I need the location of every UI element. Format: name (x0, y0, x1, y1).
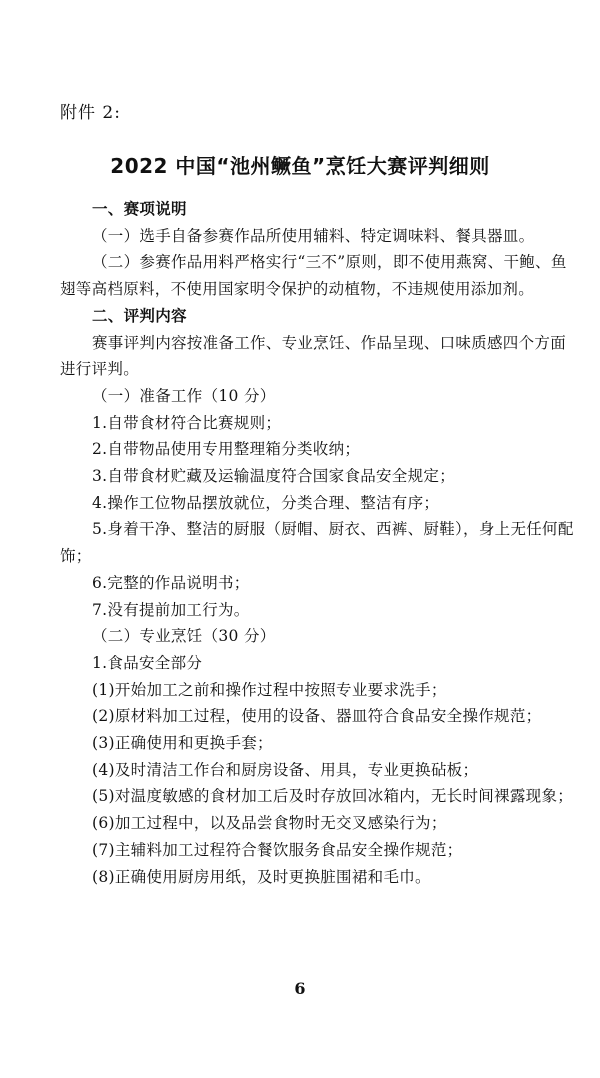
section-heading: 二、评判内容 (92, 306, 187, 325)
document-body (60, 196, 580, 890)
list-item: 6.完整的作品说明书； (92, 573, 250, 592)
list-item: 2.自带物品使用专用整理箱分类收纳； (92, 440, 361, 459)
list-item: (7)主辅料加工过程符合餐饮服务食品安全操作规范； (92, 840, 463, 859)
list-item: (4)及时清洁工作台和厨房设备、用具，专业更换砧板； (92, 760, 479, 779)
list-item: 4.操作工位物品摆放就位，分类合理、整洁有序； (92, 493, 440, 512)
list-item: 1.自带食材符合比赛规则； (92, 413, 282, 432)
paragraph: （一）选手自备参赛作品所使用辅料、特定调味料、餐具器皿。 (92, 226, 535, 245)
page-number: 6 (294, 979, 306, 998)
list-item: 5.身着干净、整洁的厨服（厨帽、厨衣、西裤、厨鞋），身上无任何配饰； (60, 520, 574, 566)
annex-label: 附件 2: (60, 103, 121, 123)
list-item: (3)正确使用和更换手套； (92, 734, 273, 753)
list-item: (2)原材料加工过程，使用的设备、器皿符合食品安全操作规范； (92, 707, 542, 726)
list-item: 7.没有提前加工行为。 (92, 600, 250, 619)
paragraph: 赛事评判内容按准备工作、专业烹饪、作品呈现、口味质感四个方面进行评判。 (60, 333, 567, 379)
section-heading: 一、赛项说明 (92, 200, 187, 218)
list-item: (1)开始加工之前和操作过程中按照专业要求洗手； (92, 680, 447, 699)
list-item: 3.自带食材贮藏及运输温度符合国家食品安全规定； (92, 467, 455, 486)
paragraph: （二）参赛作品用料严格实行“三不”原则，即不使用燕窝、干鲍、鱼翅等高档原料，不使用国家明令保护的动植物，不违规使用添加剂。 (60, 253, 567, 299)
list-item: (5)对温度敏感的食材加工后及时存放回冰箱内，无长时间裸露现象； (92, 787, 574, 806)
subsection-heading: （二）专业烹饪（30 分） (92, 627, 276, 646)
list-item: (6)加工过程中，以及品尝食物时无交叉感染行为； (92, 814, 447, 833)
list-item: (8)正确使用厨房用纸，及时更换脏围裙和毛巾。 (92, 867, 431, 886)
subsection-heading: （一）准备工作（10 分） (92, 386, 276, 405)
document-title: 2022 中国“池州鳜鱼”烹饪大赛评判细则 (110, 154, 490, 178)
list-item: 1.食品安全部分 (92, 653, 203, 672)
